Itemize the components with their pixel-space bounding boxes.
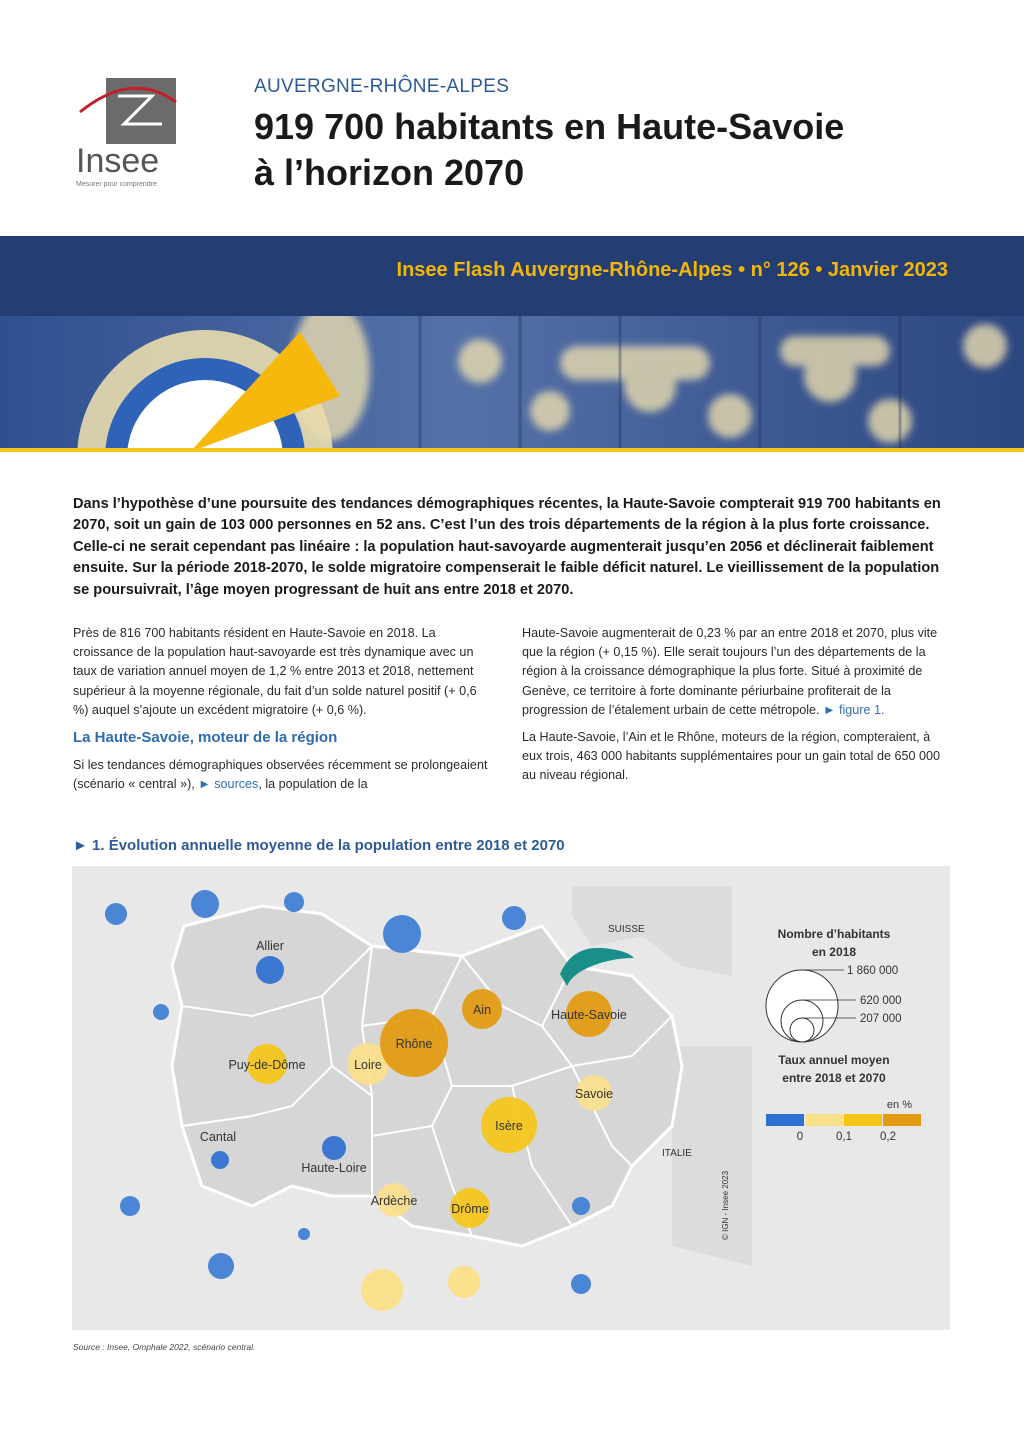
legend-size-title-1: Nombre d’habitants <box>777 927 891 941</box>
population-map <box>72 866 950 1330</box>
legend-size-value-2: 620 000 <box>860 995 902 1007</box>
logo-tagline: Mesurer pour comprendre <box>76 181 157 188</box>
banner-photo <box>0 316 1024 452</box>
map-copyright: © IGN - Insee 2023 <box>721 1170 730 1240</box>
label-suisse: SUISSE <box>608 924 645 935</box>
department-label: Haute-Savoie <box>551 1008 627 1022</box>
map-graphic <box>72 866 950 1330</box>
body-paragraph-2-text: Si les tendances démographiques observées récemment se prolongeaient (scénario « central »), <box>73 758 488 792</box>
legend-rate-break-1: 0 <box>796 1131 804 1143</box>
title-line-1: 919 700 habitants en Haute-Savoie <box>254 106 845 147</box>
figure-source: Source : Insee, Omphale 2022, scénario central. <box>73 1342 256 1352</box>
body-paragraph-1: Près de 816 700 habitants résident en Haute-Savoie en 2018. La croissance de la population haut-savoyarde est très dynamique avec un taux de variation annuel moyen de 1,2 % entre 2013 et 2018, nettement supérieur à la moyenne régionale, du fait d’un solde naturel positif (+ 0,6 %) auquel s’ajoute un excédent migratoire (+ 0,6 %). <box>73 626 477 717</box>
department-circle <box>211 1151 229 1169</box>
figure-title: ► 1. Évolution annuelle moyenne de la population entre 2018 et 2070 <box>73 837 565 854</box>
department-label: Isère <box>495 1119 523 1133</box>
insee-logo <box>72 74 184 194</box>
department-label: Drôme <box>451 1202 489 1216</box>
legend-rate-unit: en % <box>886 1099 912 1111</box>
section-heading: La Haute-Savoie, moteur de la région <box>73 729 338 747</box>
legend-rate-title-1: Taux annuel moyen <box>778 1053 890 1067</box>
body-paragraph-3 <box>522 624 942 720</box>
body-paragraph-3-text: Haute-Savoie augmenterait de 0,23 % par an entre 2018 et 2070, plus vite que la région (+ 0,15 %). Elle serait toujours l’un des départements de la région à la croissance démographique la plus forte. Situé à proximité de Genève, ce territoire à forte dominante périurbaine profiterait de la progression de l’étalement urbain de cette métropole. <box>522 626 938 717</box>
legend-size-title-2: en 2018 <box>811 945 857 959</box>
department-circle <box>256 956 284 984</box>
department-label: Rhône <box>395 1037 433 1051</box>
legend-rate-swatch <box>883 1114 921 1126</box>
department-label: Puy-de-Dôme <box>228 1058 306 1072</box>
department-label: Ain <box>472 1003 492 1017</box>
insee-logo-graphic <box>72 74 184 194</box>
department-label: Haute-Loire <box>301 1161 367 1175</box>
sources-link[interactable]: ► sources <box>198 777 259 792</box>
department-label: Cantal <box>199 1130 237 1144</box>
publication-reference: Insee Flash Auvergne-Rhône-Alpes • n° 126 • Janvier 2023 <box>396 259 948 281</box>
legend-rate-swatch <box>844 1114 882 1126</box>
logo-text: Insee <box>76 142 160 180</box>
body-paragraph-4: La Haute-Savoie, l’Ain et le Rhône, moteurs de la région, compteraient, à eux trois, 463 000 habitants supplémentaires pour un gain total de 650 000 au niveau régional. <box>522 730 940 783</box>
legend-size-value-3: 207 000 <box>860 1013 902 1025</box>
legend-size-circle-small <box>790 1018 814 1042</box>
legend-rate-swatch <box>805 1114 843 1126</box>
department-label: Loire <box>354 1058 382 1072</box>
legend-rate-swatch <box>766 1114 804 1126</box>
legend-rate-title-2: entre 2018 et 2070 <box>782 1071 886 1085</box>
region-label: AUVERGNE-RHÔNE-ALPES <box>254 76 510 97</box>
legend-size-value-1: 1 860 000 <box>847 965 899 977</box>
lead-paragraph: Dans l’hypothèse d’une poursuite des tendances démographiques récentes, la Haute-Savoie compterait 919 700 habitants en 2070, soit un gain de 103 000 personnes en 52 ans. C’est l’un des trois départements de la région à la plus forte croissance. Celle-ci ne serait cependant pas linéaire : la population haut-savoyarde augmenterait jusqu’en 2056 et déclinerait faiblement ensuite. Sur la période 2018-2070, le solde migratoire compenserait le faible déficit naturel. Le vieillissement de la population se poursuivrait, l’âge moyen progressant de huit ans entre 2018 et 2070. <box>73 496 941 598</box>
figure-1-link[interactable]: ► figure 1. <box>823 702 885 717</box>
title-line-2: à l’horizon 2070 <box>254 152 525 193</box>
department-label: Ardèche <box>370 1194 418 1208</box>
department-label: Allier <box>256 939 284 953</box>
page-title <box>254 104 954 196</box>
body-paragraph-2 <box>73 756 491 794</box>
body-column-right <box>522 624 942 794</box>
banner-photo-graphic <box>0 316 1024 452</box>
legend-rate-break-2: 0,1 <box>836 1131 852 1143</box>
label-italie: ITALIE <box>662 1148 692 1159</box>
body-column-left <box>73 624 491 802</box>
legend-rate-break-3: 0,2 <box>880 1131 896 1143</box>
body-paragraph-2-end: , la population de la <box>258 777 368 792</box>
department-circle <box>322 1136 346 1160</box>
department-label: Savoie <box>574 1087 614 1101</box>
